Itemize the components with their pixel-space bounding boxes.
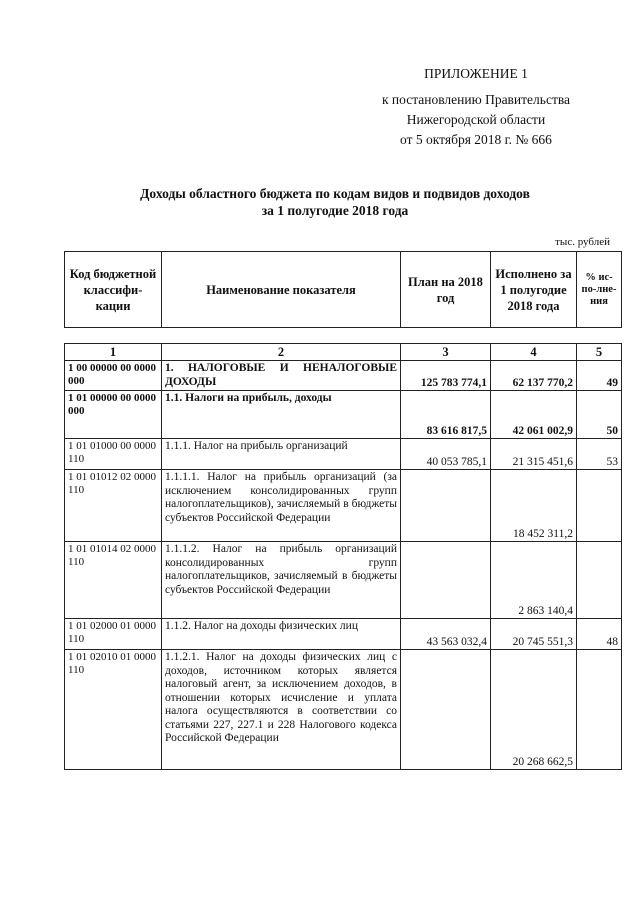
row-pct: 49 <box>577 361 622 391</box>
row-pct <box>577 650 622 770</box>
row-plan <box>401 542 491 619</box>
row-name: 1. НАЛОГОВЫЕ И НЕНАЛОГОВЫЕ ДОХОДЫ <box>162 361 401 391</box>
column-number: 3 <box>401 344 491 361</box>
row-done: 2 863 140,4 <box>491 542 577 619</box>
row-pct: 50 <box>577 391 622 439</box>
table-row <box>65 439 622 470</box>
income-table <box>64 343 622 770</box>
row-done: 21 315 451,6 <box>491 439 577 470</box>
col-header-plan: План на 2018 год <box>401 252 491 328</box>
appendix-line-2: Нижегородской области <box>406 112 546 127</box>
column-number: 1 <box>65 344 162 361</box>
row-pct <box>577 542 622 619</box>
row-name: 1.1.1. Налог на прибыль организаций <box>162 439 401 470</box>
header-table <box>64 251 622 328</box>
row-plan: 125 783 774,1 <box>401 361 491 391</box>
row-plan: 43 563 032,4 <box>401 619 491 650</box>
row-name: 1.1. Налоги на прибыль, доходы <box>162 391 401 439</box>
row-code: 1 01 01014 02 0000 110 <box>65 542 162 619</box>
table-row <box>65 361 622 391</box>
row-plan <box>401 650 491 770</box>
table-row <box>65 470 622 542</box>
row-done: 20 745 551,3 <box>491 619 577 650</box>
col-header-code: Код бюджетной классифи-кации <box>65 252 162 328</box>
col-header-done: Исполнено за 1 полугодие 2018 года <box>491 252 577 328</box>
appendix-line-1: к постановлению Правительства <box>381 92 571 107</box>
row-name: 1.1.1.1. Налог на прибыль организаций (за исключением консолидированных групп налогоплательщиков), зачисляемый в бюджеты субъектов Российской Федерации <box>162 470 401 542</box>
document-title <box>40 185 630 219</box>
row-done: 18 452 311,2 <box>491 470 577 542</box>
table-row <box>65 391 622 439</box>
row-name: 1.1.2.1. Налог на доходы физических лиц с доходов, источником которых является налоговый агент, за исключением доходов, в отношении которых исчисление и уплата налога осуществляются в соответствии со статьями 227, 227.1 и 228 Налогового кодекса Российской Федерации <box>162 650 401 770</box>
units-label: тыс. рублей <box>555 236 610 248</box>
column-number: 2 <box>162 344 401 361</box>
table-row <box>65 542 622 619</box>
table-row <box>65 619 622 650</box>
row-name: 1.1.2. Налог на доходы физических лиц <box>162 619 401 650</box>
column-number: 4 <box>491 344 577 361</box>
column-number-row <box>65 344 622 361</box>
row-plan: 40 053 785,1 <box>401 439 491 470</box>
row-plan: 83 616 817,5 <box>401 391 491 439</box>
row-pct: 48 <box>577 619 622 650</box>
appendix-block <box>346 64 606 150</box>
row-code: 1 01 01000 00 0000 110 <box>65 439 162 470</box>
col-header-pct: % ис-по-лне-ния <box>577 252 622 328</box>
row-done: 42 061 002,9 <box>491 391 577 439</box>
row-code: 1 01 00000 00 0000 000 <box>65 391 162 439</box>
row-plan <box>401 470 491 542</box>
title-line-1: Доходы областного бюджета по кодам видов и подвидов доходов <box>140 186 530 201</box>
row-pct: 53 <box>577 439 622 470</box>
col-header-name: Наименование показателя <box>162 252 401 328</box>
row-code: 1 01 01012 02 0000 110 <box>65 470 162 542</box>
row-pct <box>577 470 622 542</box>
row-code: 1 01 02010 01 0000 110 <box>65 650 162 770</box>
column-number: 5 <box>577 344 622 361</box>
title-line-2: за 1 полугодие 2018 года <box>261 203 409 218</box>
appendix-line-3: от 5 октября 2018 г. № 666 <box>400 132 552 147</box>
row-name: 1.1.1.2. Налог на прибыль организаций консолидированных групп налогоплательщиков, зачисляемый в бюджеты субъектов Российской Федерации <box>162 542 401 619</box>
row-done: 62 137 770,2 <box>491 361 577 391</box>
row-done: 20 268 662,5 <box>491 650 577 770</box>
row-code: 1 00 00000 00 0000 000 <box>65 361 162 391</box>
row-code: 1 01 02000 01 0000 110 <box>65 619 162 650</box>
appendix-heading: ПРИЛОЖЕНИЕ 1 <box>424 66 528 81</box>
table-row <box>65 650 622 770</box>
